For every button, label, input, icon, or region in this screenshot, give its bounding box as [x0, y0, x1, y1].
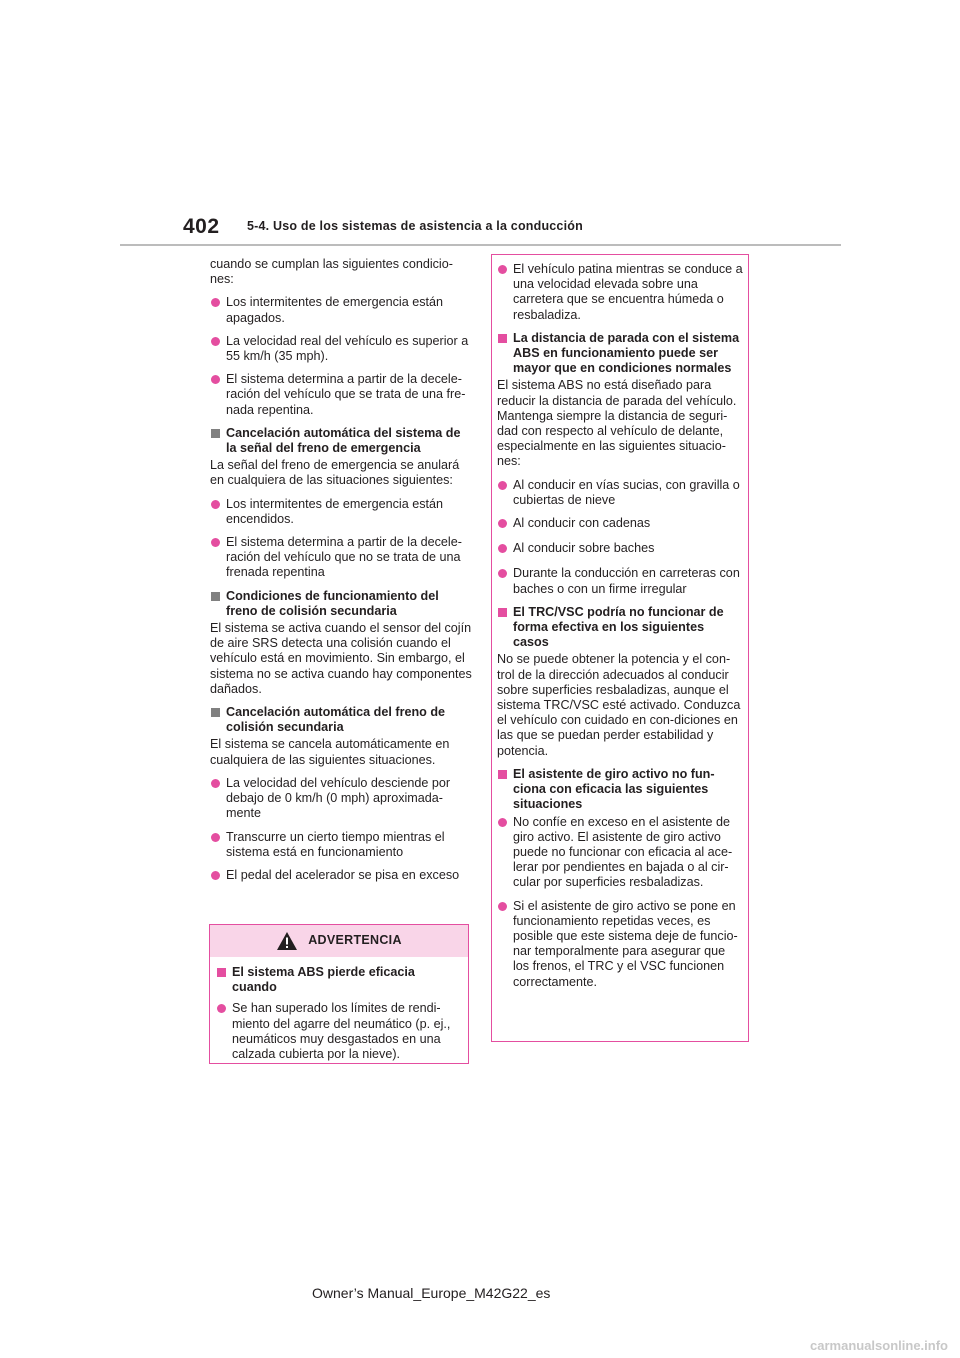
list-item: [210, 830, 472, 860]
section-heading: [210, 426, 472, 456]
footer-manual-id: Owner’s Manual_Europe_M42G22_es: [312, 1285, 551, 1301]
paragraph: La señal del freno de emergencia se anulará en cualquiera de las situaciones siguientes:: [210, 458, 460, 488]
list-item-text: Los intermitentes de emergencia están apagados.: [226, 295, 444, 325]
bullet-dot-icon: [211, 871, 220, 880]
square-bullet-icon: [217, 968, 226, 977]
heading-text: Cancelación automática del freno de colisión secundaria: [226, 705, 446, 735]
list-item: [497, 262, 743, 323]
section-heading: [210, 705, 472, 735]
paragraph: cuando se cumplan las siguientes condicio-nes:: [210, 257, 453, 287]
bullet-dot-icon: [211, 500, 220, 509]
list-item-text: El pedal del acelerador se pisa en exceso: [226, 867, 460, 882]
list-item-text: La velocidad del vehículo desciende por debajo de 0 km/h (0 mph) aproximada-mente: [226, 775, 451, 821]
heading-text: El sistema ABS pierde eficacia cuando: [232, 965, 415, 995]
paragraph: No se puede obtener la potencia y el con-trol de la dirección adecuados al conducir sobre superficies resbaladizas, aunque el sistema TRC/VSC esté activado. Conduzca el vehículo con cuidado en con-diciones en las que se puedan perder estabilidad y potencia.: [497, 652, 741, 758]
square-bullet-icon: [498, 770, 507, 779]
bullet-dot-icon: [211, 375, 220, 384]
list-item-text: El vehículo patina mientras se conduce a una velocidad elevada sobre una carretera que se encuentra húmeda o resbaladiza.: [513, 262, 743, 322]
warning-body: [210, 957, 468, 1062]
list-item: [210, 535, 472, 581]
heading-text: Cancelación automática del sistema de la señal del freno de emergencia: [226, 425, 461, 456]
paragraph: El sistema se cancela automáticamente en cualquiera de las siguientes situaciones.: [210, 737, 450, 767]
watermark: carmanualsonline.info: [810, 1338, 948, 1353]
section-title: 5-4. Uso de los sistemas de asistencia a la conducción: [247, 219, 583, 233]
list-item-text: Al conducir sobre baches: [513, 541, 655, 556]
bullet-dot-icon: [498, 902, 507, 911]
bullet-dot-icon: [217, 1004, 226, 1013]
page-number: 402: [183, 215, 220, 238]
bullet-dot-icon: [211, 779, 220, 788]
list-item-text: Los intermitentes de emergencia están encendidos.: [226, 496, 444, 526]
list-item: [210, 334, 472, 364]
list-item: [497, 566, 743, 596]
section-heading: [216, 965, 462, 995]
list-item: [210, 295, 472, 325]
list-item: [497, 541, 743, 556]
bullet-dot-icon: [498, 544, 507, 553]
warning-header: [210, 925, 468, 957]
list-item: [210, 776, 472, 822]
square-bullet-icon: [498, 334, 507, 343]
list-item-text: Si el asistente de giro activo se pone en funcionamiento repetidas veces, es posible que este sistema deje de funcio-nar temporalmente para asegurar que los frenos, el TRC y el VSC funcionen correctamente.: [513, 898, 738, 989]
list-item-text: Al conducir con cadenas: [513, 516, 651, 531]
bullet-dot-icon: [498, 481, 507, 490]
right-column: [491, 254, 749, 998]
bullet-dot-icon: [211, 337, 220, 346]
paragraph: El sistema ABS no está diseñado para reducir la distancia de parada del vehículo. Mantenga siempre la distancia de seguri-dad con respecto al vehículo de delante, especialmente en las siguientes situacio-nes:: [497, 378, 737, 469]
list-item-text: Transcurre un cierto tiempo mientras el sistema está en funcionamiento: [226, 829, 445, 859]
list-item: [497, 478, 743, 508]
heading-text: La distancia de parada con el sistema ABS en funcionamiento puede ser mayor que en condiciones normales: [513, 330, 740, 376]
square-bullet-icon: [498, 608, 507, 617]
list-item: [497, 516, 743, 531]
left-column: [210, 257, 472, 891]
square-bullet-icon: [211, 429, 220, 438]
warning-box: [209, 924, 469, 1064]
list-item: [210, 868, 472, 883]
list-item-text: El sistema determina a partir de la decele-ración del vehículo que se trata de una fre-nada repentina.: [226, 372, 466, 417]
square-bullet-icon: [211, 708, 220, 717]
bullet-dot-icon: [498, 519, 507, 528]
warning-triangle-icon: [276, 931, 298, 951]
section-heading: [210, 589, 472, 619]
bullet-dot-icon: [211, 538, 220, 547]
heading-text: El TRC/VSC podría no funcionar de forma efectiva en los siguientes casos: [513, 604, 724, 650]
bullet-dot-icon: [498, 569, 507, 578]
paragraph: El sistema se activa cuando el sensor del cojín de aire SRS detecta una colisión cuando el vehículo está en movimiento. Sin embargo, el sistema no se activa cuando hay componentes dañados.: [210, 621, 472, 696]
square-bullet-icon: [211, 592, 220, 601]
bullet-dot-icon: [211, 833, 220, 842]
warning-title: ADVERTENCIA: [308, 933, 402, 948]
list-item: [210, 497, 472, 527]
list-item: [216, 1001, 462, 1062]
list-item-text: Durante la conducción en carreteras con baches o con un firme irregular: [513, 566, 740, 596]
section-heading: [497, 605, 743, 651]
list-item-text: La velocidad real del vehículo es superior a 55 km/h (35 mph).: [226, 333, 469, 364]
bullet-dot-icon: [498, 818, 507, 827]
heading-text: Condiciones de funcionamiento del freno de colisión secundaria: [226, 588, 439, 618]
section-heading: [497, 767, 743, 813]
bullet-dot-icon: [211, 298, 220, 307]
list-item-text: Se han superado los límites de rendi-miento del agarre del neumático (p. ej., neumáticos muy desgastados en una calzada cubierta por la nieve).: [232, 1001, 451, 1062]
list-item: [497, 899, 743, 990]
list-item-text: Al conducir en vías sucias, con gravilla o cubiertas de nieve: [513, 477, 740, 507]
list-item: [497, 815, 743, 891]
list-item: [210, 372, 472, 418]
heading-text: El asistente de giro activo no fun-ciona con eficacia las siguientes situaciones: [513, 766, 715, 812]
section-heading: [497, 331, 743, 377]
header-rule: [120, 244, 841, 246]
list-item-text: No confíe en exceso en el asistente de giro activo. El asistente de giro activo puede no funcionar con eficacia al ace-lerar por pendientes en bajada o al cir-cular por superficies resbaladizas.: [513, 814, 733, 890]
bullet-dot-icon: [498, 265, 507, 274]
list-item-text: El sistema determina a partir de la decele-ración del vehículo que no se trata de una frenada repentina: [226, 535, 462, 580]
